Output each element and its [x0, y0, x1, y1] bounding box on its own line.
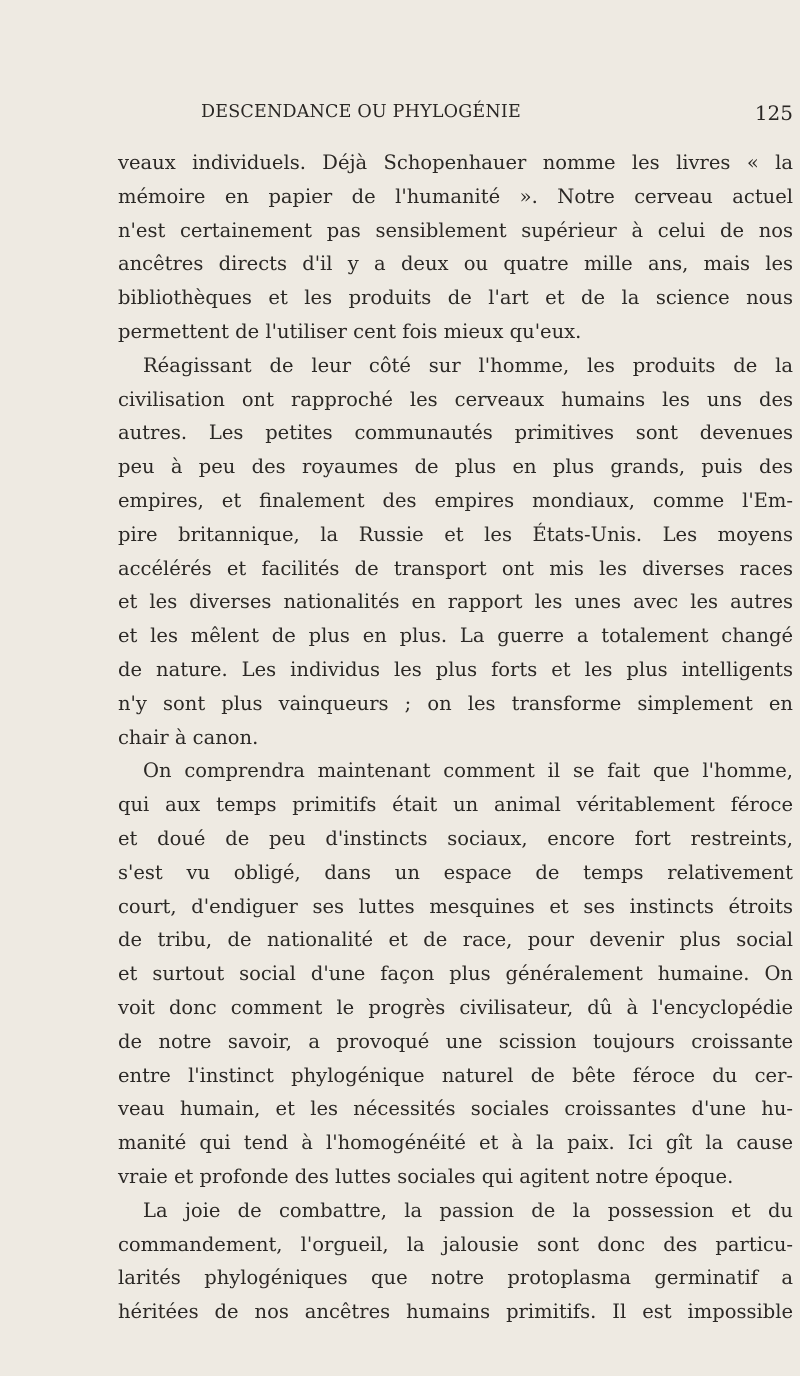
text-line: Réagissant de leur côté sur l'homme, les produits de la — [143, 353, 793, 377]
page-number: 125 — [754, 101, 793, 125]
text-line: civilisation ont rapproché les cerveaux humains les uns des — [118, 387, 793, 411]
text-line: ancêtres directs d'il y a deux ou quatre mille ans, mais les — [118, 252, 793, 276]
text-line: mémoire en papier de l'humanité ». Notre cerveau actuel — [118, 184, 793, 208]
text-line: s'est vu obligé, dans un espace de temps relativement — [118, 860, 793, 884]
text-line: n'est certainement pas sensiblement supérieur à celui de nos — [118, 218, 793, 242]
body-text — [118, 146, 793, 1329]
text-line: qui aux temps primitifs était un animal véritablement féroce — [118, 793, 793, 817]
text-line: accélérés et facilités de transport ont mis les diverses races — [118, 556, 793, 580]
text-line: et les mêlent de plus en plus. La guerre a totalement changé — [118, 624, 793, 648]
text-line: de nature. Les individus les plus forts et les plus intelligents — [118, 657, 793, 681]
running-title: DESCENDANCE OU PHYLOGÉNIE — [201, 102, 521, 122]
text-line: manité qui tend à l'homogénéité et à la paix. Ici gît la cause — [118, 1131, 793, 1155]
text-line: et surtout social d'une façon plus généralement humaine. On — [118, 962, 793, 986]
text-line: La joie de combattre, la passion de la possession et du — [143, 1198, 793, 1222]
text-line: et les diverses nationalités en rapport les unes avec les autres — [118, 590, 793, 614]
text-line: bibliothèques et les produits de l'art et de la science nous — [118, 286, 793, 310]
text-line: héritées de nos ancêtres humains primitifs. Il est impossible — [118, 1300, 793, 1324]
text-line: veau humain, et les nécessités sociales croissantes d'une hu- — [118, 1097, 793, 1121]
text-line: et doué de peu d'instincts sociaux, encore fort restreints, — [118, 826, 793, 850]
text-line: larités phylogéniques que notre protoplasma germinatif a — [118, 1266, 793, 1290]
text-line: peu à peu des royaumes de plus en plus grands, puis des — [118, 455, 793, 479]
text-line: empires, et finalement des empires mondiaux, comme l'Em- — [118, 488, 793, 512]
page-header — [95, 100, 793, 130]
text-line: commandement, l'orgueil, la jalousie sont donc des particu- — [118, 1232, 793, 1256]
text-line: On comprendra maintenant comment il se fait que l'homme, — [143, 759, 793, 783]
text-line: autres. Les petites communautés primitives sont devenues — [118, 421, 793, 445]
text-line: n'y sont plus vainqueurs ; on les transforme simplement en — [118, 691, 793, 715]
text-line: voit donc comment le progrès civilisateur, dû à l'encyclopédie — [118, 995, 793, 1019]
text-line: vraie et profonde des luttes sociales qui agitent notre époque. — [118, 1164, 734, 1188]
text-line: de tribu, de nationalité et de race, pour devenir plus social — [118, 928, 793, 952]
text-line: entre l'instinct phylogénique naturel de bête féroce du cer- — [118, 1063, 793, 1087]
text-line: de notre savoir, a provoqué une scission toujours croissante — [118, 1029, 793, 1053]
text-line: pire britannique, la Russie et les États-Unis. Les moyens — [118, 522, 793, 546]
text-line: permettent de l'utiliser cent fois mieux qu'eux. — [118, 319, 582, 343]
text-line: court, d'endiguer ses luttes mesquines et ses instincts étroits — [118, 894, 793, 918]
text-line: chair à canon. — [118, 725, 259, 749]
text-line: veaux individuels. Déjà Schopenhauer nomme les livres « la — [118, 151, 793, 174]
